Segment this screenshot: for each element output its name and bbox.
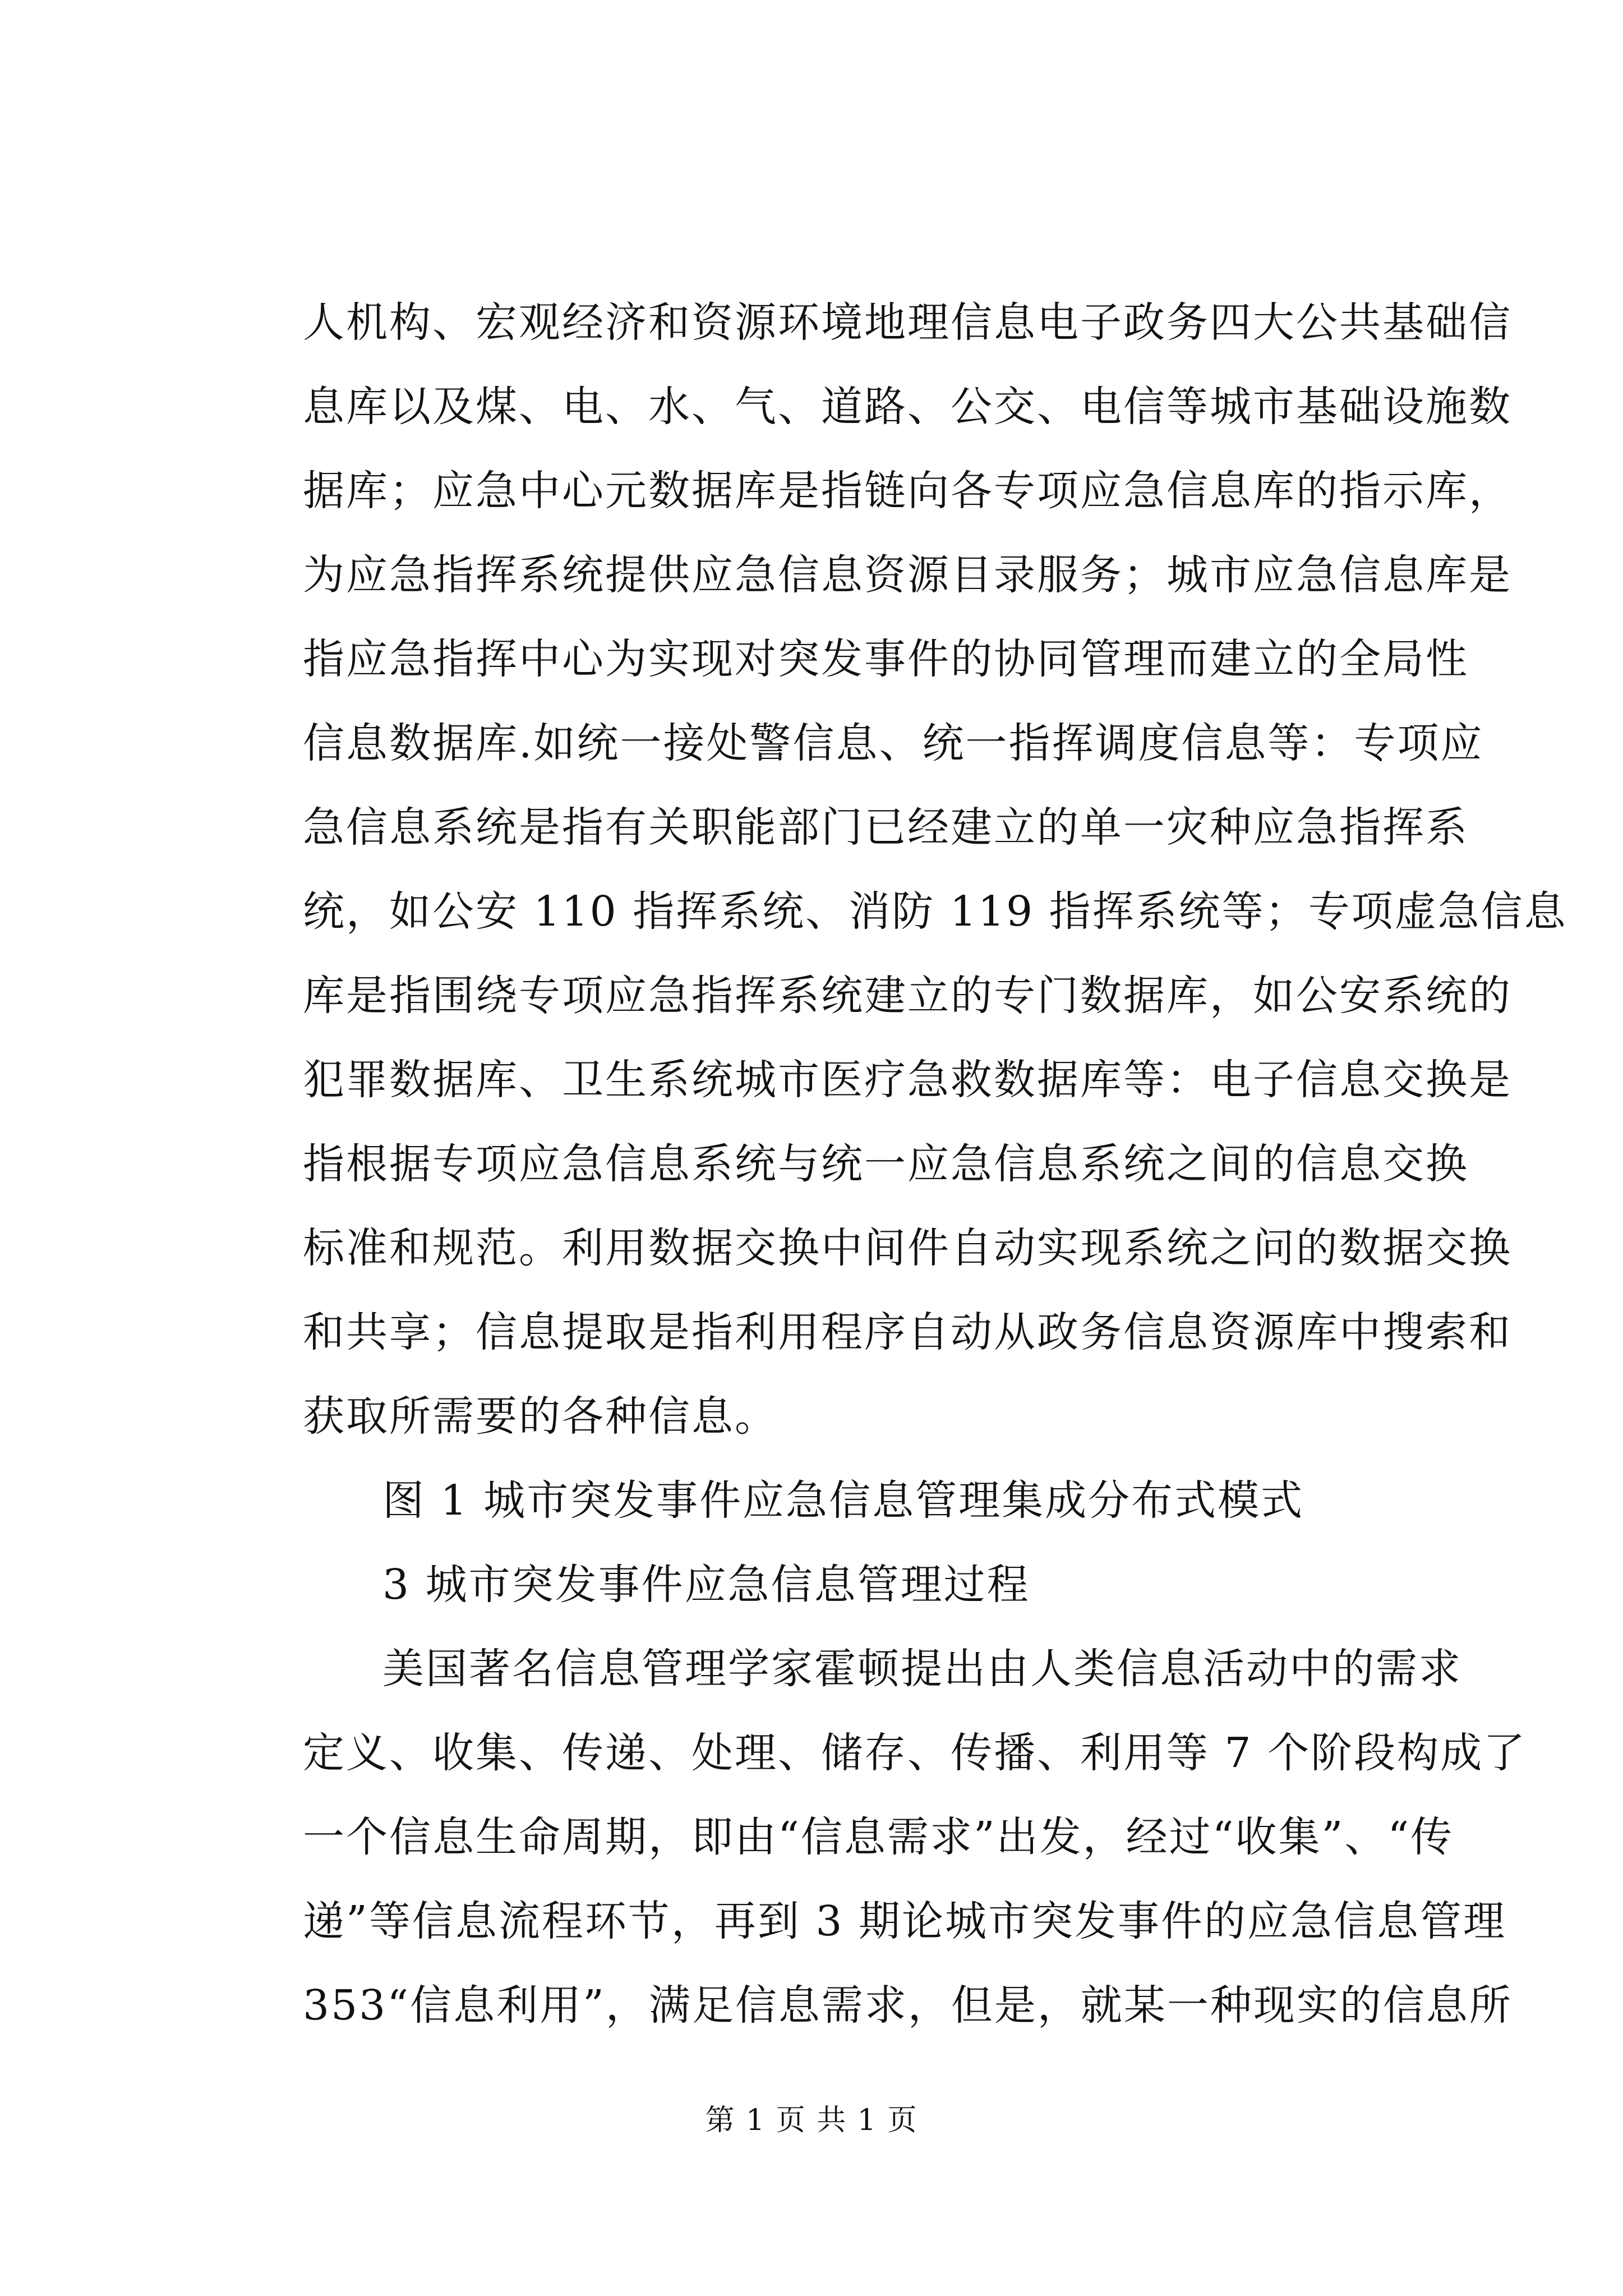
text-line: 急信息系统是指有关职能部门已经建立的单一灾种应急指挥系 [303,803,1469,852]
page-footer: 第 1 页 共 1 页 [705,2104,918,2137]
text-line: 犯罪数据库、卫生系统城市医疗急救数据库等：电子信息交换是 [303,1056,1512,1104]
figure-caption: 图 1 城市突发事件应急信息管理集成分布式模式 [382,1476,1304,1525]
document-body [303,280,1567,2047]
text-line: 获取所需要的各种信息。 [303,1392,778,1441]
text-line: 递”等信息流程环节，再到 3 期论城市突发事件的应急信息管理 [303,1897,1506,1945]
text-line: 信息数据库.如统一接处警信息、统一指挥调度信息等：专项应 [303,719,1484,767]
text-line: 定义、收集、传递、处理、储存、传播、利用等 7 个阶段构成了 [303,1729,1527,1777]
text-line: 指根据专项应急信息系统与统一应急信息系统之间的信息交换 [303,1140,1469,1188]
text-line: 为应急指挥系统提供应急信息资源目录服务；城市应急信息库是 [303,551,1512,599]
text-line: 指应急指挥中心为实现对突发事件的协同管理而建立的全局性 [303,635,1469,683]
paragraph-first-line: 美国著名信息管理学家霍顿提出由人类信息活动中的需求 [382,1645,1462,1693]
text-line: 353“信息利用”，满足信息需求，但是，就某一种现实的信息所 [303,1981,1513,2030]
text-line: 人机构、宏观经济和资源环境地理信息电子政务四大公共基础信 [303,298,1512,347]
text-line: 库是指围绕专项应急指挥系统建立的专门数据库，如公安系统的 [303,972,1512,1020]
text-line: 息库以及煤、电、水、气、道路、公交、电信等城市基础设施数 [303,383,1512,431]
text-line: 一个信息生命周期，即由“信息需求”出发，经过“收集”、“传 [303,1813,1454,1861]
text-line: 据库；应急中心元数据库是指链向各专项应急信息库的指示库， [303,467,1512,515]
text-line: 和共享；信息提取是指利用程序自动从政务信息资源库中搜索和 [303,1308,1512,1356]
text-line: 统，如公安 110 指挥系统、消防 119 指挥系统等；专项虚急信息 [303,887,1567,936]
section-heading: 3 城市突发事件应急信息管理过程 [382,1561,1030,1609]
text-line: 标准和规范。利用数据交换中间件自动实现系统之问的数据交换 [303,1224,1512,1272]
